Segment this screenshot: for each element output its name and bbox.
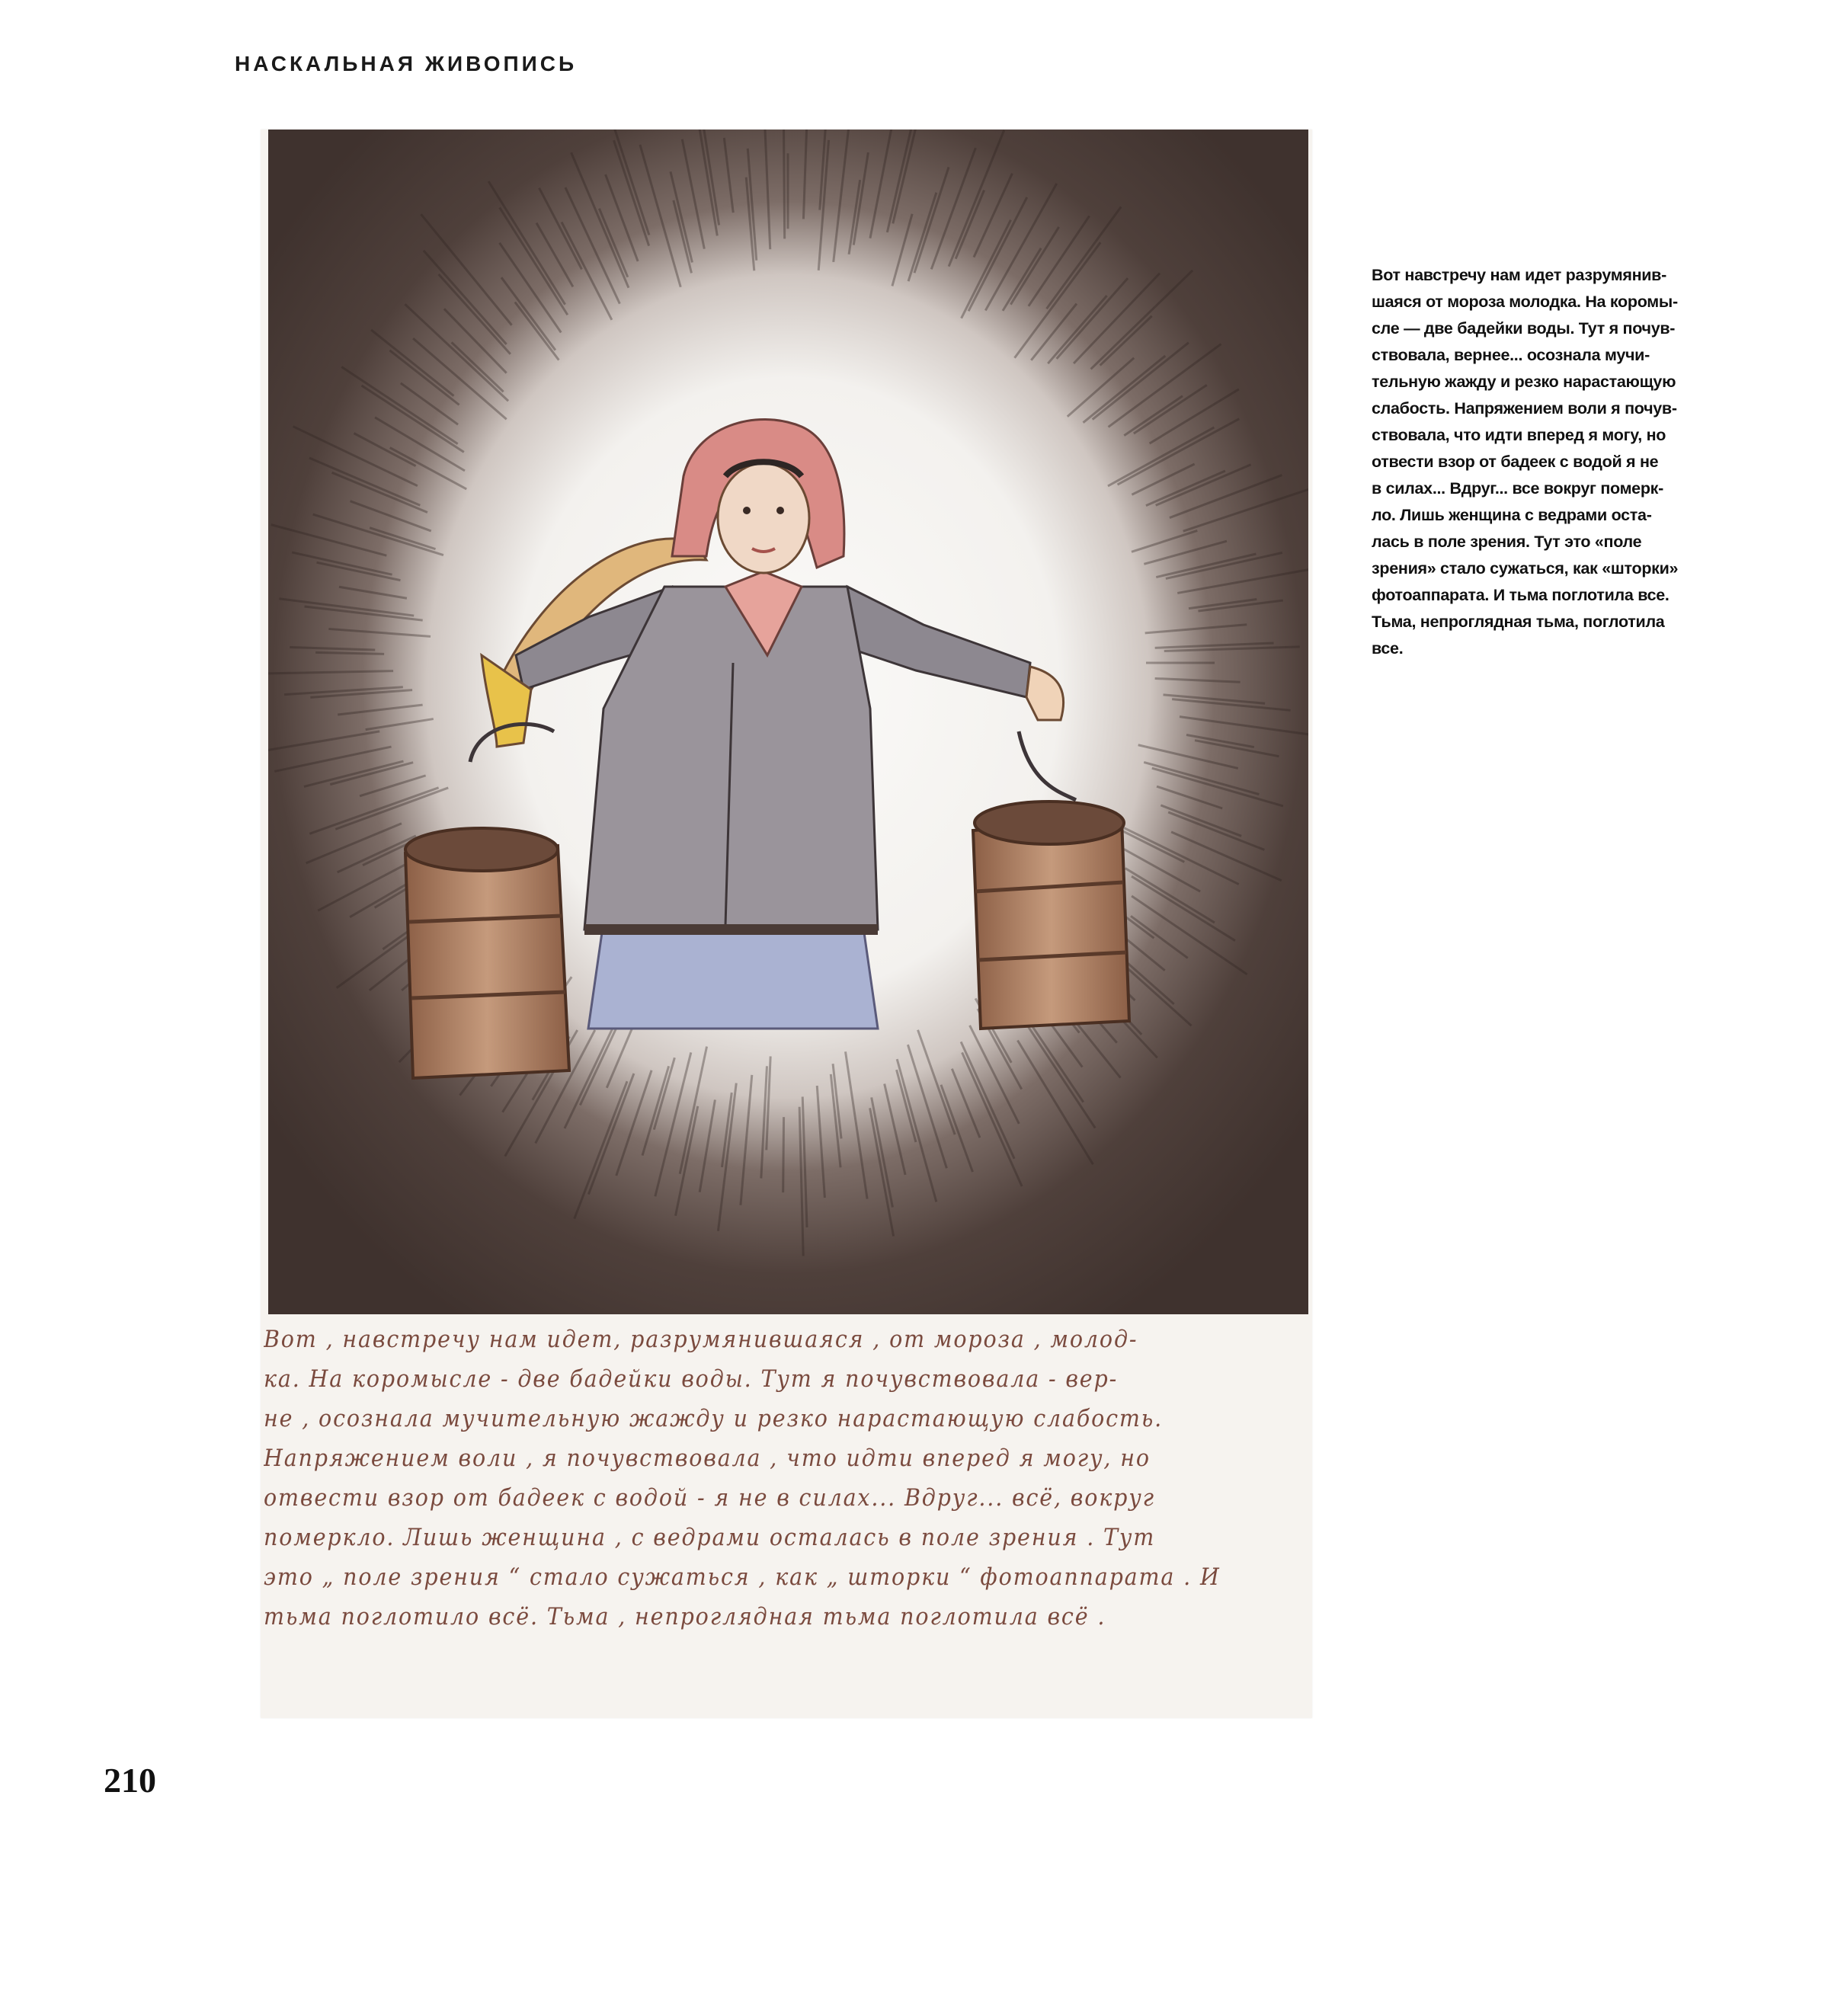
handwritten-line: это „ поле зрения “ стало сужаться , как „ шторки “ фотоаппарата . И bbox=[264, 1563, 1221, 1591]
caption-line: ствовала, вернее... осознала мучи- bbox=[1372, 346, 1650, 364]
page-number: 210 bbox=[104, 1761, 156, 1800]
handwritten-caption bbox=[264, 1326, 1308, 1643]
ray-stroke bbox=[783, 1117, 784, 1192]
illustration-figure bbox=[261, 130, 1312, 1718]
ray-stroke bbox=[315, 652, 384, 654]
handwritten-line: не , осознала мучительную жажду и резко нарастающую слабость. bbox=[264, 1405, 1164, 1432]
handwritten-line: тьма поглотило всё. Тьма , непроглядная тьма поглотила всё . bbox=[264, 1603, 1106, 1630]
handwritten-line: Напряжением воли , я почувствовала , что идти вперед я могу, но bbox=[264, 1445, 1151, 1472]
handwritten-line: Вот , навстречу нам идет, разрумянившаяся , от мороза , молод- bbox=[264, 1326, 1138, 1353]
caption-line: все. bbox=[1372, 639, 1404, 658]
handwritten-line: померкло. Лишь женщина , с ведрами осталась в поле зрения . Тут bbox=[264, 1524, 1156, 1551]
caption-line: сле — две бадейки воды. Тут я почув- bbox=[1372, 319, 1676, 338]
woman-with-buckets-drawing bbox=[268, 130, 1308, 1314]
caption-line: лась в поле зрения. Тут это «поле bbox=[1372, 533, 1642, 551]
caption-line: отвести взор от бадеек с водой я не bbox=[1372, 453, 1659, 471]
caption-line: тельную жажду и резко нарастающую bbox=[1372, 373, 1676, 391]
caption-line: фотоаппарата. И тьма поглотила все. bbox=[1372, 586, 1670, 604]
caption-line: ло. Лишь женщина с ведрами оста- bbox=[1372, 506, 1652, 524]
caption-line: шаяся от мороза молодка. На коромы- bbox=[1372, 293, 1678, 311]
running-head: НАСКАЛЬНАЯ ЖИВОПИСЬ bbox=[235, 52, 578, 75]
face bbox=[718, 463, 809, 573]
caption-line: в силах... Вдруг... все вокруг померк- bbox=[1372, 479, 1663, 498]
caption-line: Вот навстречу нам идет разрумянив- bbox=[1372, 266, 1666, 284]
handwritten-line: ка. На коромысле - две бадейки воды. Тут я почувствовала - вер- bbox=[264, 1365, 1119, 1393]
caption-line: Тьма, непроглядная тьма, поглотила bbox=[1372, 613, 1665, 631]
handwritten-line: отвести взор от бадеек с водой - я не в силах... Вдруг... всё, вокруг bbox=[264, 1484, 1155, 1512]
skirt bbox=[588, 922, 878, 1029]
caption-line: слабость. Напряжением воли я почув- bbox=[1372, 399, 1677, 418]
ray-stroke bbox=[783, 130, 785, 238]
caption-line: ствовала, что идти вперед я могу, но bbox=[1372, 426, 1666, 444]
printed-caption bbox=[1372, 262, 1775, 662]
caption-line: зрения» стало сужаться, как «шторки» bbox=[1372, 559, 1679, 578]
